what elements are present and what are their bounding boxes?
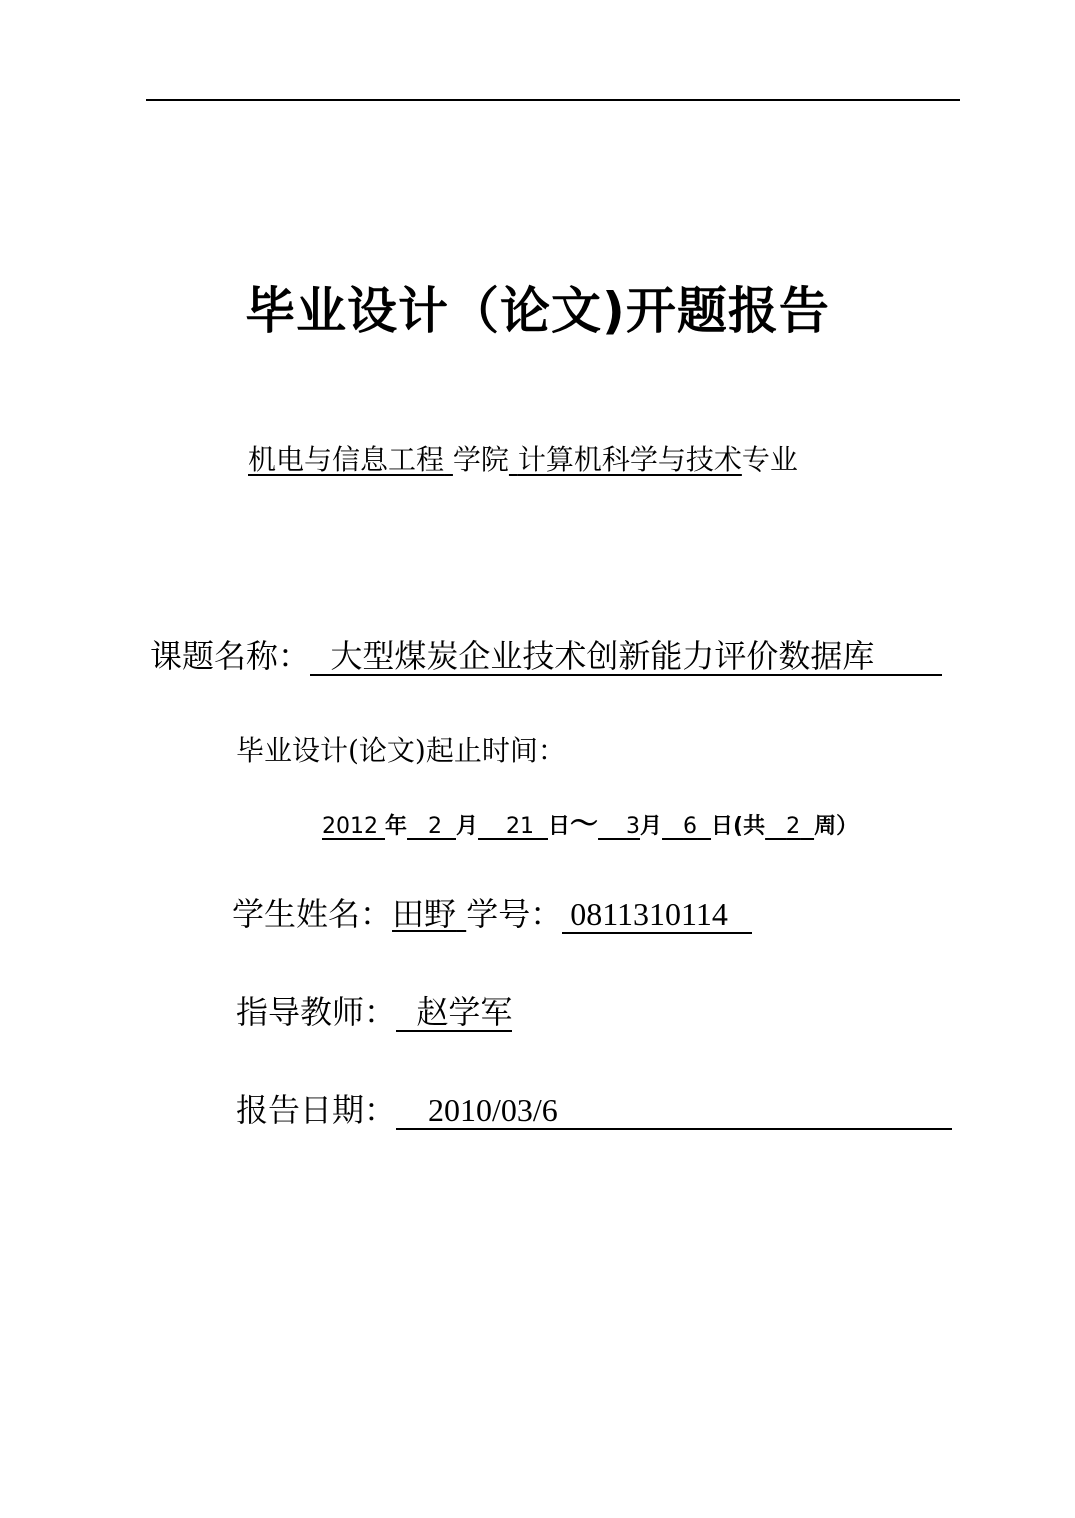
topic-value: 大型煤炭企业技术创新能力评价数据库 xyxy=(330,637,875,675)
period-dates xyxy=(322,807,859,840)
month-label: 月 xyxy=(456,814,479,839)
topic-field xyxy=(310,637,942,676)
student-id-label: 学号： xyxy=(466,895,563,933)
student-name-label: 学生姓名： xyxy=(232,895,393,933)
day-label: 日 xyxy=(548,814,571,839)
report-date-line xyxy=(236,1091,952,1130)
end-month: 3 xyxy=(626,814,641,839)
start-year: 2012 xyxy=(322,814,378,839)
college-name: 机电与信息工程 xyxy=(248,443,445,476)
start-month: 2 xyxy=(428,814,442,839)
report-date-label: 报告日期： xyxy=(236,1091,397,1129)
major-name: 计算机科学与技术 xyxy=(517,443,742,476)
major-spacer xyxy=(509,443,518,476)
student-id-field xyxy=(562,898,752,934)
report-date-value: 2010/03/6 xyxy=(428,1092,558,1128)
student-line xyxy=(232,895,752,934)
start-day: 21 xyxy=(506,814,534,839)
end-month-label: 月 xyxy=(640,814,663,839)
document-title: 毕业设计（论文)开题报告 xyxy=(245,282,830,340)
advisor-label: 指导教师： xyxy=(236,993,397,1031)
major-label: 专业 xyxy=(741,443,798,476)
advisor-line xyxy=(236,993,513,1032)
year-label: 年 xyxy=(385,814,408,839)
college-major-line xyxy=(248,443,798,476)
header-rule xyxy=(146,99,960,101)
weeks: 2 xyxy=(786,814,801,839)
topic-line xyxy=(150,637,942,676)
tilde: ～ xyxy=(570,807,599,840)
weeks-label: 周） xyxy=(814,814,859,839)
end-day-label: 日(共 xyxy=(711,814,766,839)
student-name: 田野 xyxy=(392,895,457,933)
report-date-field xyxy=(396,1094,952,1130)
period-label: 毕业设计(论文)起止时间： xyxy=(236,734,566,767)
advisor-field xyxy=(396,993,513,1032)
topic-label: 课题名称： xyxy=(150,637,311,675)
end-day: 6 xyxy=(683,814,698,839)
college-label: 学院 xyxy=(452,443,509,476)
college-spacer xyxy=(444,443,453,476)
student-id: 0811310114 xyxy=(570,896,728,932)
advisor-name: 赵学军 xyxy=(416,993,513,1031)
